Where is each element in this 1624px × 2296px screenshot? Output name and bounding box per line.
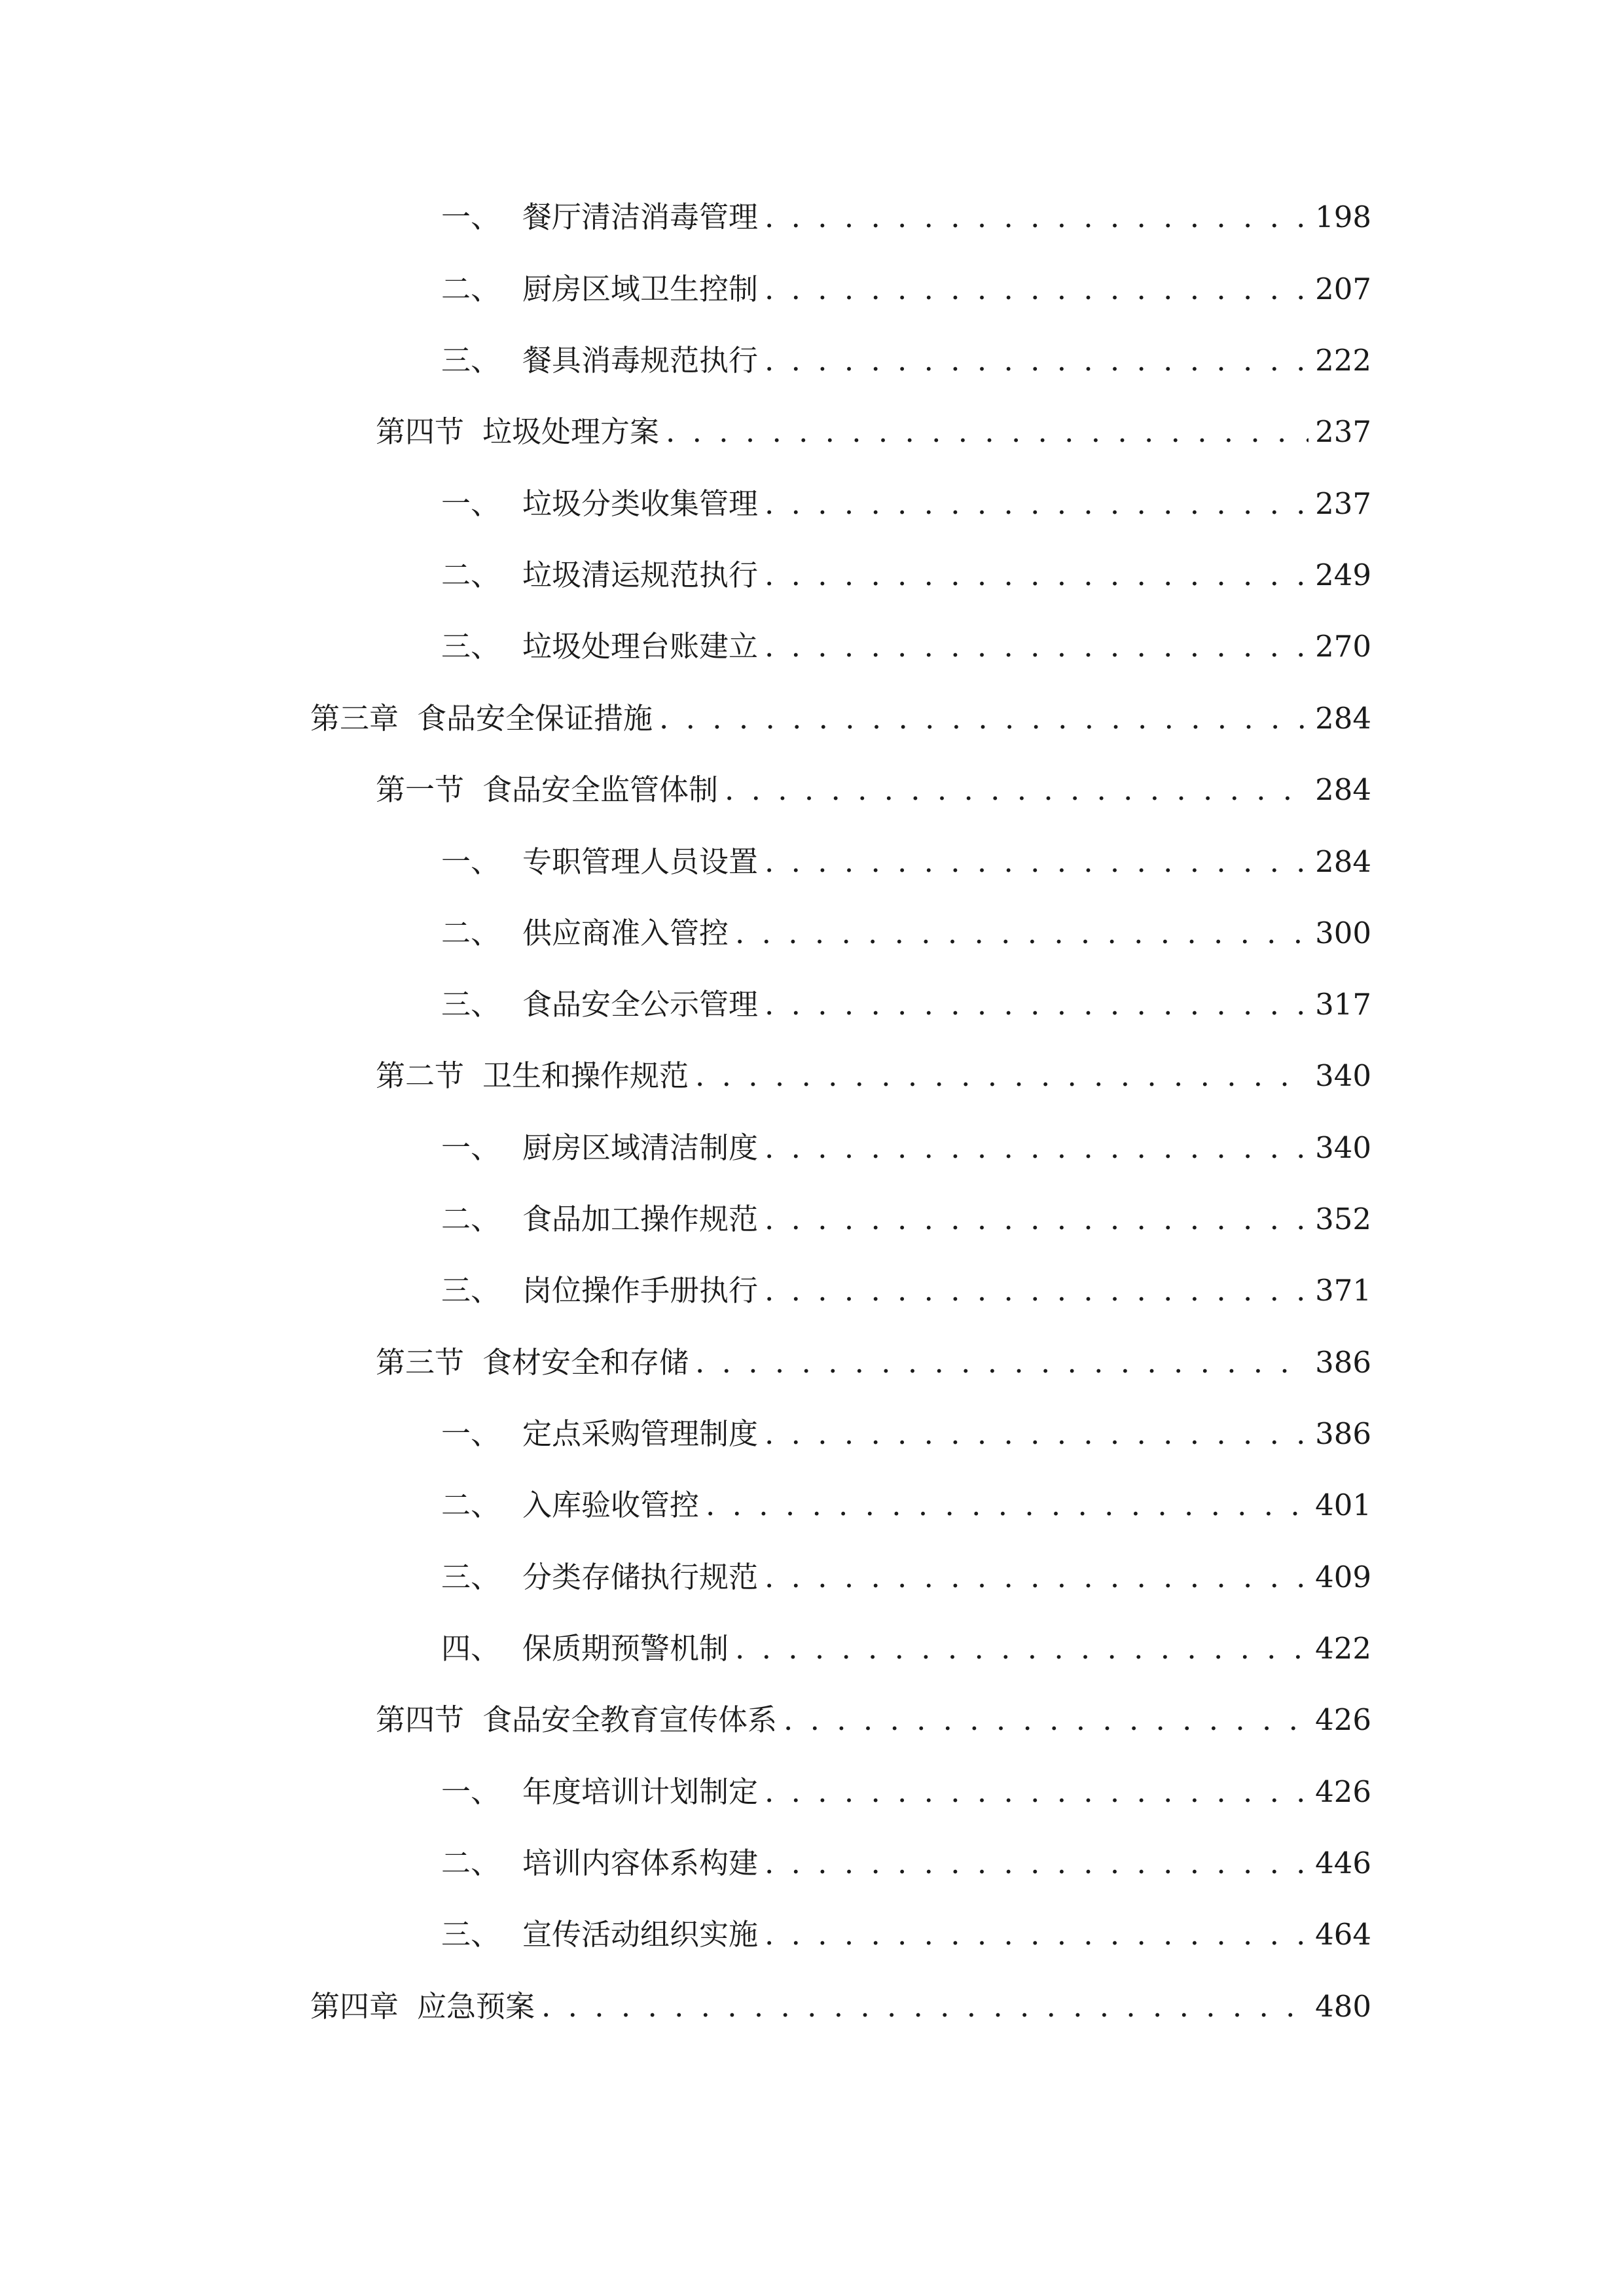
toc-entry[interactable]: [441, 1193, 1371, 1246]
toc-dot-leader: [735, 907, 1308, 960]
toc-entry[interactable]: [376, 1694, 1371, 1746]
toc-entry-page: 386: [1315, 1345, 1371, 1380]
toc-entry[interactable]: [441, 1265, 1371, 1317]
toc-entry-title: 食品安全教育宣传体系: [482, 1702, 778, 1737]
toc-dot-leader: [765, 191, 1308, 243]
toc-entry-page: 340: [1315, 1130, 1371, 1165]
toc-entry-page: 409: [1315, 1560, 1371, 1594]
toc-entry-page: 340: [1315, 1058, 1371, 1093]
toc-entry-number: 三、: [441, 343, 501, 378]
toc-entry-page: 198: [1315, 200, 1371, 234]
toc-entry[interactable]: [441, 1837, 1371, 1890]
toc-entry-title: 食品安全监管体制: [482, 772, 719, 807]
toc-entry-title: 入库验收管控: [522, 1488, 700, 1522]
toc-entry-number: 四、: [441, 1631, 501, 1666]
toc-dot-leader: [659, 692, 1308, 745]
toc-entry-number: 二、: [441, 558, 501, 592]
toc-dot-leader: [765, 1193, 1308, 1246]
toc-entry-number: 第一节: [376, 772, 465, 807]
toc-entry-page: 222: [1315, 343, 1371, 378]
toc-entry-number: 三、: [441, 629, 501, 664]
toc-entry[interactable]: [441, 478, 1371, 530]
toc-entry[interactable]: [441, 1551, 1371, 1604]
toc-entry[interactable]: [441, 1122, 1371, 1174]
toc-entry-title: 垃圾分类收集管理: [522, 486, 759, 521]
toc-entry-page: 464: [1315, 1917, 1371, 1952]
toc-entry-page: 300: [1315, 916, 1371, 950]
toc-entry[interactable]: [441, 1479, 1371, 1532]
toc-entry[interactable]: [310, 1981, 1371, 2033]
toc-entry-title: 供应商准入管控: [522, 916, 729, 950]
toc-dot-leader: [765, 1265, 1308, 1317]
toc-entry-number: 第二节: [376, 1058, 465, 1093]
toc-entry-title: 食品安全公示管理: [522, 987, 759, 1022]
toc-entry-page: 401: [1315, 1488, 1371, 1522]
toc-entry-number: 第三章: [310, 701, 399, 736]
toc-entry[interactable]: [376, 1336, 1371, 1389]
toc-entry[interactable]: [441, 263, 1371, 315]
toc-entry-title: 专职管理人员设置: [522, 844, 759, 879]
toc-entry-page: 386: [1315, 1416, 1371, 1451]
toc-dot-leader: [706, 1479, 1308, 1532]
toc-entry-title: 培训内容体系构建: [522, 1846, 759, 1880]
toc-dot-leader: [765, 1766, 1308, 1818]
toc-entry-page: 426: [1315, 1702, 1371, 1737]
toc-entry-page: 480: [1315, 1989, 1371, 2024]
toc-dot-leader: [765, 263, 1308, 315]
toc-entry-page: 249: [1315, 558, 1371, 592]
toc-entry-title: 垃圾处理方案: [482, 414, 660, 449]
toc-entry[interactable]: [376, 406, 1371, 458]
toc-dot-leader: [695, 1336, 1308, 1389]
toc-entry-number: 第四章: [310, 1989, 399, 2024]
toc-entry-number: 三、: [441, 1560, 501, 1594]
toc-entry-page: 317: [1315, 987, 1371, 1022]
toc-entry-number: 三、: [441, 987, 501, 1022]
toc-entry-number: 二、: [441, 1488, 501, 1522]
toc-entry[interactable]: [441, 549, 1371, 601]
toc-entry-number: 二、: [441, 916, 501, 950]
toc-entry-number: 一、: [441, 486, 501, 521]
toc-dot-leader: [765, 478, 1308, 530]
toc-entry-title: 保质期预警机制: [522, 1631, 729, 1666]
toc-entry-title: 卫生和操作规范: [482, 1058, 689, 1093]
toc-entry[interactable]: [441, 907, 1371, 960]
toc-entry-page: 207: [1315, 272, 1371, 306]
toc-dot-leader: [765, 1909, 1308, 1961]
toc-entry-number: 一、: [441, 200, 501, 234]
toc-entry-title: 垃圾清运规范执行: [522, 558, 759, 592]
toc-entry[interactable]: [441, 334, 1371, 387]
toc-entry-page: 284: [1315, 844, 1371, 879]
toc-dot-leader: [784, 1694, 1308, 1746]
toc-entry-number: 一、: [441, 844, 501, 879]
toc-entry[interactable]: [441, 1623, 1371, 1675]
toc-entry-page: 446: [1315, 1846, 1371, 1880]
toc-entry-title: 定点采购管理制度: [522, 1416, 759, 1451]
toc-entry-number: 第四节: [376, 1702, 465, 1737]
toc-dot-leader: [765, 1837, 1308, 1890]
toc-entry-title: 宣传活动组织实施: [522, 1917, 759, 1952]
toc-entry[interactable]: [376, 1050, 1371, 1102]
toc-entry-page: 352: [1315, 1202, 1371, 1236]
toc-dot-leader: [541, 1981, 1308, 2033]
toc-entry-title: 垃圾处理台账建立: [522, 629, 759, 664]
toc-entry-page: 371: [1315, 1273, 1371, 1308]
toc-dot-leader: [735, 1623, 1308, 1675]
toc-entry[interactable]: [441, 1909, 1371, 1961]
toc-entry-number: 第四节: [376, 414, 465, 449]
toc-entry-title: 应急预案: [417, 1989, 535, 2024]
toc-dot-leader: [765, 1408, 1308, 1460]
toc-entry-page: 270: [1315, 629, 1371, 664]
toc-entry-number: 二、: [441, 272, 501, 306]
toc-entry[interactable]: [441, 191, 1371, 243]
toc-entry-title: 年度培训计划制定: [522, 1774, 759, 1809]
toc-entry-title: 食品加工操作规范: [522, 1202, 759, 1236]
toc-entry-page: 237: [1315, 486, 1371, 521]
toc-entry-number: 一、: [441, 1416, 501, 1451]
toc-entry[interactable]: [441, 620, 1371, 673]
toc-entry-number: 一、: [441, 1774, 501, 1809]
toc-entry-page: 422: [1315, 1631, 1371, 1666]
toc-entry-title: 餐具消毒规范执行: [522, 343, 759, 378]
toc-entry-title: 餐厅清洁消毒管理: [522, 200, 759, 234]
toc-entry-number: 第三节: [376, 1345, 465, 1380]
toc-entry[interactable]: [441, 1408, 1371, 1460]
toc-entry-title: 食材安全和存储: [482, 1345, 689, 1380]
toc-dot-leader: [725, 764, 1308, 816]
toc-entry[interactable]: [310, 692, 1371, 745]
toc-entry-title: 岗位操作手册执行: [522, 1273, 759, 1308]
toc-dot-leader: [765, 1122, 1308, 1174]
toc-entry-number: 一、: [441, 1130, 501, 1165]
toc-entry-number: 三、: [441, 1273, 501, 1308]
toc-dot-leader: [765, 978, 1308, 1031]
toc-entry[interactable]: [441, 978, 1371, 1031]
toc-dot-leader: [765, 549, 1308, 601]
toc-entry-title: 厨房区域清洁制度: [522, 1130, 759, 1165]
toc-entry-title: 厨房区域卫生控制: [522, 272, 759, 306]
toc-dot-leader: [765, 836, 1308, 888]
toc-entry-number: 二、: [441, 1202, 501, 1236]
toc-entry[interactable]: [441, 1766, 1371, 1818]
toc-entry-number: 二、: [441, 1846, 501, 1880]
toc-entry-title: 食品安全保证措施: [417, 701, 653, 736]
toc-entry-page: 237: [1315, 414, 1371, 449]
toc-dot-leader: [695, 1050, 1308, 1102]
toc-entry-page: 284: [1315, 701, 1371, 736]
toc-dot-leader: [765, 334, 1308, 387]
toc-entry[interactable]: [441, 836, 1371, 888]
toc-dot-leader: [765, 1551, 1308, 1604]
toc-dot-leader: [765, 620, 1308, 673]
toc-entry[interactable]: [376, 764, 1371, 816]
toc-entry-number: 三、: [441, 1917, 501, 1952]
toc-entry-page: 284: [1315, 772, 1371, 807]
toc-entry-title: 分类存储执行规范: [522, 1560, 759, 1594]
toc-dot-leader: [666, 406, 1308, 458]
toc-entry-page: 426: [1315, 1774, 1371, 1809]
